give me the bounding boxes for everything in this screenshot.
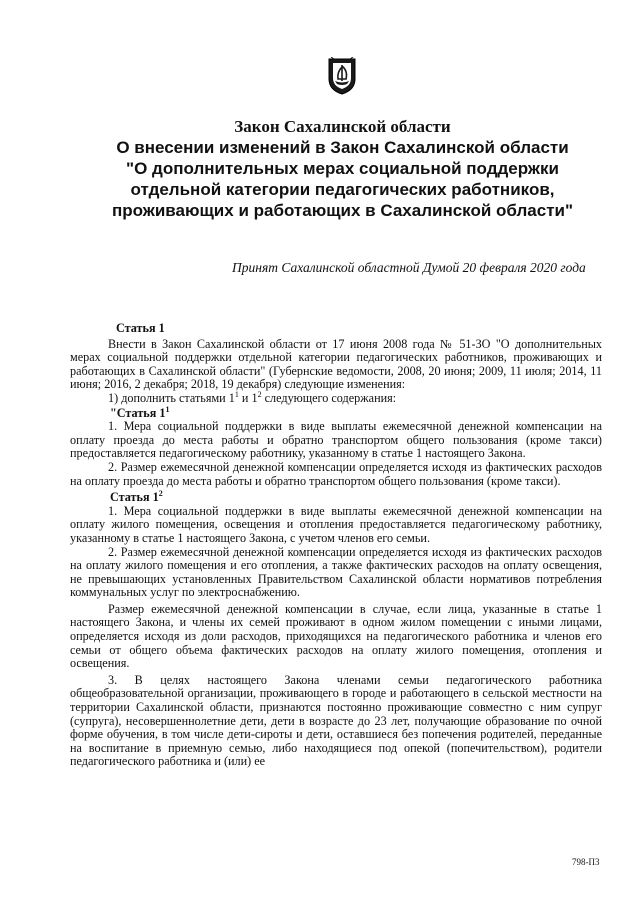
item-1-text-a: 1) дополнить статьями 1 (108, 390, 235, 405)
article-1-1-paragraph-1: 1. Мера социальной поддержки в виде выплаты ежемесячной денежной компенсации на оплату проезда до места работы и обратно транспортом общего пользования (кроме такси) предоставляется педагогическому работнику, указанному в статье 1 настоящего Закона. (70, 419, 602, 461)
document-body (70, 322, 602, 769)
item-1-sup-2: 2 (257, 389, 262, 399)
article-1-2-heading-text: Статья 1 (110, 490, 159, 505)
item-1-text-c: следующего содержания: (261, 390, 397, 405)
coat-of-arms-icon (327, 57, 357, 95)
article-1-1-heading (110, 404, 602, 421)
article-1-1-heading-text: "Статья 1 (110, 405, 166, 420)
item-1-text-b: и 1 (238, 390, 258, 405)
article-1-1-paragraph-2: 2. Размер ежемесячной денежной компенсации определяется исходя из фактических расходов на оплату проезда до места работы и обратно транспортом общего пользования (кроме такси). (70, 459, 602, 488)
article-1-2-paragraph-1: 1. Мера социальной поддержки в виде выплаты ежемесячной денежной компенсации на оплату жилого помещения, освещения и отопления предоставляется педагогическому работнику, указанному в статье 1 настоящего Закона, с учетом членов его семьи. (70, 503, 602, 545)
article-1-2-heading (110, 491, 602, 505)
document-code: 798-П3 (572, 857, 600, 867)
law-subject: О внесении изменений в Закон Сахалинской области "О дополнительных мерах социальной поддержки отдельной категории педагогических работников, проживающих и работающих в Сахалинской области" (111, 138, 574, 220)
article-1-1-heading-sup: 1 (165, 404, 170, 414)
document-title-block (110, 117, 575, 221)
item-1-sup-1: 1 (234, 389, 239, 399)
law-title: Закон Сахалинской области (234, 117, 451, 136)
article-1-intro: Внести в Закон Сахалинской области от 17 июня 2008 года № 51-ЗО "О дополнительных мерах социальной поддержки отдельной категории педагогических работников, проживающих и работающих в Сахалинской области" (Губернские ведомости, 2008, 20 июня; 2009, 11 июля; 2014, 11 июня; 2016, 2 декабря; 2018, 19 декабря) следующие изменения: (70, 336, 602, 392)
amendment-item-1 (70, 389, 602, 406)
article-1-2-heading-sup: 2 (158, 489, 163, 499)
adoption-note: Принят Сахалинской областной Думой 20 февраля 2020 года (232, 260, 586, 275)
article-1-heading: Статья 1 (116, 321, 165, 335)
article-1-2-paragraph-4: 3. В целях настоящего Закона членами семьи педагогического работника общеобразовательной организации, проживающего в городе и работающего в сельской местности на территории Сахалинской области, признаются постоянно проживающие совместно с ним супруг (супруга), несовершеннолетние дети, дети в возрасте до 23 лет, получающие образование по очной форме обучения, в том числе дети-сироты и дети, оставшиеся без попечения родителей, переданные на воспитание в приемную семью, либо находящиеся под опекой (попечительством), родители педагогического работника и (или) ее (70, 672, 602, 769)
article-1-2-paragraph-3: Размер ежемесячной денежной компенсации в случае, если лица, указанные в статье 1 настоящего Закона, и члены их семей проживают в одном жилом помещении с иными лицами, определяется исходя из доли расходов, приходящихся на педагогического работника и членов его семьи от общего объема фактических расходов на оплату жилого помещения, отопления и освещения. (70, 601, 602, 671)
article-1-2-paragraph-2: 2. Размер ежемесячной денежной компенсации определяется исходя из фактических расходов на оплату жилого помещения и его отопления, а также фактических расходов на оплату освещения, не превышающих установленных Правительством Сахалинской области нормативов потребления коммунальных услуг по электроснабжению. (70, 544, 602, 600)
